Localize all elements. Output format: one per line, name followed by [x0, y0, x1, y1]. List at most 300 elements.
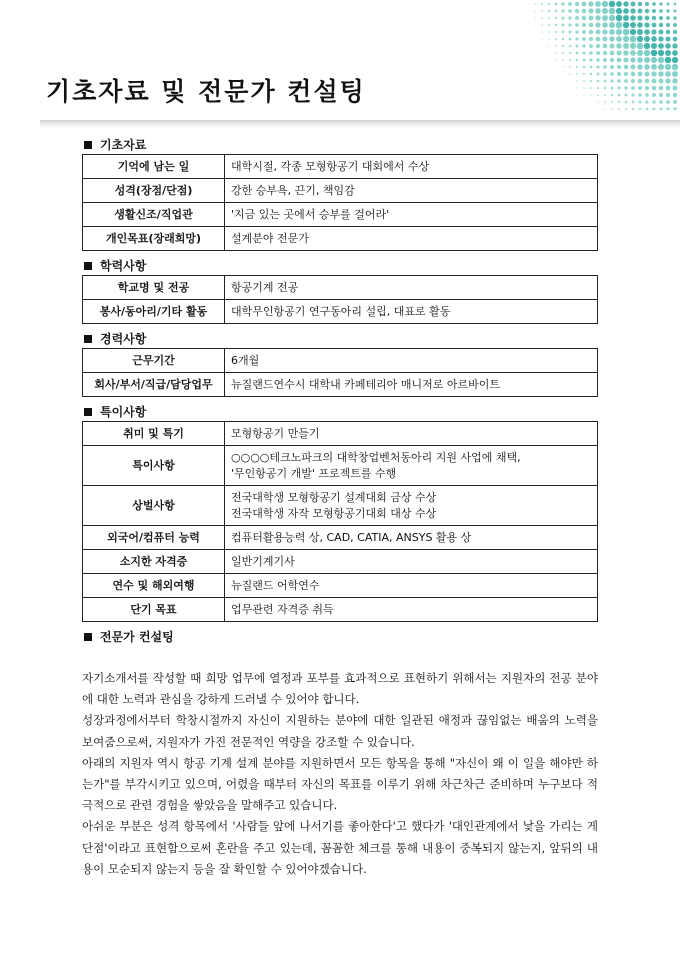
halftone-dot	[658, 43, 664, 49]
career-table	[82, 348, 598, 397]
table-row	[83, 300, 598, 324]
row-label: 봉사/동아리/기타 활동	[83, 300, 225, 324]
halftone-dot	[555, 45, 557, 47]
halftone-dot	[562, 66, 563, 67]
halftone-dot	[673, 86, 678, 91]
halftone-dot	[569, 80, 570, 81]
halftone-dot	[582, 30, 586, 34]
halftone-dot	[562, 24, 565, 27]
halftone-dot	[632, 108, 634, 110]
row-value	[225, 526, 598, 550]
halftone-dot	[582, 44, 585, 47]
halftone-dot	[590, 66, 593, 69]
halftone-dot	[624, 79, 628, 83]
halftone-dot	[666, 93, 670, 97]
halftone-dot	[617, 58, 622, 63]
row-label: 성격(장점/단점)	[83, 179, 225, 203]
halftone-dot	[646, 108, 649, 110]
halftone-dot	[541, 24, 542, 25]
row-value: 대학시절, 각종 모형항공기 대회에서 수상	[225, 155, 598, 179]
halftone-dot	[534, 10, 535, 11]
halftone-dot	[562, 52, 564, 54]
halftone-dot	[652, 2, 656, 6]
halftone-dot	[575, 16, 579, 20]
halftone-dot	[623, 22, 629, 28]
table-row	[83, 227, 598, 251]
halftone-dot	[583, 87, 585, 89]
halftone-dot	[658, 71, 664, 77]
halftone-dot	[645, 2, 649, 6]
halftone-dot	[616, 1, 622, 7]
row-label: 생활신조/직업관	[83, 203, 225, 227]
halftone-dot	[658, 36, 663, 41]
halftone-dot	[659, 86, 664, 91]
halftone-dot	[597, 80, 600, 83]
row-label: 상벌사항	[83, 486, 225, 526]
halftone-dot	[623, 36, 629, 42]
halftone-dot	[665, 57, 671, 63]
halftone-dot	[630, 50, 636, 56]
halftone-dot	[609, 1, 615, 7]
halftone-dot	[624, 65, 629, 70]
halftone-dot	[637, 36, 643, 42]
halftone-dot	[603, 65, 607, 69]
halftone-dot	[630, 43, 636, 49]
title-underline	[40, 120, 680, 128]
halftone-dot	[645, 9, 649, 13]
row-value	[225, 446, 598, 486]
halftone-dot	[611, 87, 614, 90]
section-heading-special	[84, 402, 598, 421]
halftone-dot	[617, 86, 620, 89]
halftone-dot	[652, 9, 656, 13]
row-value: 6개월	[225, 349, 598, 373]
halftone-dot	[589, 44, 593, 48]
halftone-dot	[651, 64, 657, 70]
halftone-dot	[672, 50, 678, 56]
consulting-body	[82, 668, 598, 880]
halftone-dot	[575, 44, 578, 47]
halftone-dot	[672, 57, 678, 63]
halftone-dot	[604, 108, 605, 109]
section-heading-label: 학력사항	[100, 259, 147, 273]
halftone-dot	[548, 52, 549, 53]
row-value	[225, 422, 598, 446]
value-line: 일반기계기사	[231, 554, 295, 568]
table-row	[83, 550, 598, 574]
halftone-dot	[609, 43, 614, 48]
halftone-dot	[673, 107, 676, 110]
halftone-dot	[630, 15, 636, 21]
halftone-dot	[582, 16, 587, 21]
square-bullet-icon	[84, 335, 92, 343]
halftone-dot	[569, 52, 571, 54]
halftone-dot	[541, 17, 543, 19]
row-value	[225, 486, 598, 526]
halftone-dot	[602, 1, 608, 7]
halftone-dot	[595, 1, 601, 7]
halftone-dot	[644, 57, 650, 63]
halftone-dot	[576, 73, 578, 75]
halftone-dot	[602, 29, 607, 34]
halftone-dot	[596, 37, 601, 42]
halftone-dot	[583, 73, 585, 75]
halftone-dot	[596, 44, 600, 48]
halftone-dot	[548, 10, 550, 12]
halftone-dot	[659, 107, 662, 110]
halftone-dot	[652, 23, 657, 28]
halftone-dot	[555, 10, 558, 13]
halftone-dot	[555, 31, 557, 33]
halftone-dot	[575, 9, 579, 13]
halftone-dot	[610, 79, 613, 82]
halftone-dot	[611, 108, 613, 110]
halftone-dot	[644, 36, 650, 42]
halftone-dot	[631, 65, 636, 70]
value-line: 컴퓨터활용능력 상, CAD, CATIA, ANSYS 활용 상	[231, 530, 472, 544]
halftone-dot	[638, 72, 643, 77]
halftone-dot	[569, 73, 570, 74]
halftone-dot	[659, 16, 663, 20]
halftone-dot	[672, 78, 677, 83]
halftone-dot	[617, 65, 621, 69]
halftone-dot	[659, 2, 662, 5]
halftone-dot	[651, 71, 656, 76]
halftone-dot	[673, 16, 677, 20]
halftone-dot	[652, 86, 656, 90]
halftone-dot	[548, 17, 550, 19]
halftone-dot	[589, 16, 594, 21]
halftone-dot	[652, 16, 656, 20]
square-bullet-icon	[84, 633, 92, 641]
halftone-dot	[569, 66, 571, 68]
halftone-dot	[534, 17, 535, 18]
halftone-dot	[651, 43, 657, 49]
halftone-dot	[672, 71, 678, 77]
halftone-dot	[609, 29, 615, 35]
halftone-dot	[555, 38, 557, 40]
halftone-dot	[548, 3, 550, 5]
section-heading-consulting	[84, 627, 598, 646]
halftone-dot	[638, 86, 642, 90]
halftone-dot	[665, 64, 671, 70]
row-label: 근무기간	[83, 349, 225, 373]
section-heading-label: 특이사항	[100, 405, 147, 419]
halftone-dot	[583, 94, 584, 95]
halftone-dot	[604, 101, 606, 103]
halftone-dot	[616, 29, 622, 35]
halftone-dot	[616, 15, 622, 21]
halftone-dot	[644, 43, 650, 49]
halftone-dot	[611, 94, 613, 96]
halftone-dot	[638, 9, 643, 14]
halftone-dot	[575, 30, 579, 34]
table-row	[83, 486, 598, 526]
halftone-dot	[603, 72, 606, 75]
halftone-dot	[589, 51, 593, 55]
halftone-dot	[645, 93, 649, 97]
halftone-dot	[610, 72, 614, 76]
halftone-dot	[610, 65, 614, 69]
halftone-dot	[562, 59, 564, 61]
halftone-dot	[568, 16, 572, 20]
halftone-dot	[659, 30, 664, 35]
halftone-dot	[596, 51, 600, 55]
halftone-dot	[624, 72, 628, 76]
halftone-dot	[616, 22, 622, 28]
halftone-dot	[603, 58, 607, 62]
table-row	[83, 349, 598, 373]
halftone-dot	[617, 72, 621, 76]
halftone-dot	[596, 58, 600, 62]
halftone-dot	[652, 100, 655, 103]
halftone-dot	[659, 93, 663, 97]
halftone-dot	[631, 86, 635, 90]
halftone-dot	[658, 57, 665, 64]
halftone-dot	[630, 36, 637, 43]
halftone-dot	[623, 29, 630, 36]
halftone-dot	[637, 64, 642, 69]
halftone-dot	[583, 66, 586, 69]
halftone-dot	[588, 1, 593, 6]
halftone-dot	[582, 23, 586, 27]
halftone-dot	[665, 43, 671, 49]
halftone-dot	[645, 79, 650, 84]
halftone-dot	[596, 30, 601, 35]
halftone-dot	[604, 94, 606, 96]
halftone-dot	[575, 2, 579, 6]
row-label: 기억에 남는 일	[83, 155, 225, 179]
halftone-dot	[569, 38, 572, 41]
halftone-dot	[666, 86, 671, 91]
halftone-dot	[528, 11, 529, 12]
table-row	[83, 203, 598, 227]
halftone-dot	[555, 24, 557, 26]
halftone-dot	[548, 38, 550, 40]
halftone-dot	[630, 57, 635, 62]
square-bullet-icon	[84, 141, 92, 149]
halftone-dot	[568, 30, 571, 33]
table-row	[83, 155, 598, 179]
row-value: 뉴질랜드연수시 대학내 카페테리아 매니저로 아르바이트	[225, 373, 598, 397]
halftone-dot	[617, 79, 621, 83]
halftone-dot	[632, 101, 635, 104]
halftone-dot	[644, 22, 649, 27]
halftone-dot	[659, 9, 663, 13]
square-bullet-icon	[84, 408, 92, 416]
halftone-dot	[582, 9, 587, 14]
row-label: 소지한 자격증	[83, 550, 225, 574]
value-line: ○○○○테크노파크의 대학창업벤처동아리 지원 사업에 채택,	[231, 450, 521, 464]
row-label: 회사/부서/직급/담당업무	[83, 373, 225, 397]
education-table	[82, 275, 598, 324]
row-value	[225, 574, 598, 598]
halftone-dot	[582, 51, 585, 54]
halftone-dot	[541, 38, 542, 39]
basic-info-table	[82, 154, 598, 251]
halftone-dot	[609, 8, 616, 15]
halftone-dot	[625, 108, 627, 110]
value-line: 모형항공기 만들기	[231, 426, 320, 440]
halftone-dot	[637, 57, 643, 63]
halftone-dot	[623, 50, 628, 55]
halftone-dot	[548, 24, 550, 26]
halftone-dot	[631, 79, 635, 83]
halftone-dot	[561, 2, 564, 5]
halftone-dot	[534, 3, 535, 4]
halftone-dot	[666, 23, 670, 27]
halftone-dot	[637, 50, 643, 56]
halftone-dot	[609, 15, 615, 21]
halftone-dot	[665, 50, 671, 56]
section-heading-label: 경력사항	[100, 332, 147, 346]
value-line: 전국대학생 자작 모형항공기대회 대상 수상	[231, 506, 437, 520]
row-label: 특이사항	[83, 446, 225, 486]
halftone-dot	[666, 107, 669, 110]
row-label: 취미 및 특기	[83, 422, 225, 446]
value-line: 뉴질랜드 어학연수	[231, 578, 320, 592]
halftone-dot	[576, 52, 579, 55]
halftone-dot	[562, 73, 563, 74]
halftone-dot	[568, 9, 572, 13]
halftone-dot	[575, 23, 579, 27]
halftone-dot	[630, 22, 636, 28]
halftone-dot	[651, 57, 657, 63]
halftone-dot	[630, 29, 636, 35]
halftone-dot	[535, 25, 536, 26]
halftone-dot	[625, 94, 628, 97]
halftone-dot	[589, 58, 592, 61]
table-row	[83, 446, 598, 486]
value-line: 전국대학생 모형항공기 설계대회 금상 수상	[231, 490, 437, 504]
section-heading-education	[84, 256, 598, 275]
halftone-dot	[623, 57, 628, 62]
halftone-dot	[644, 50, 650, 56]
halftone-dot	[618, 108, 620, 110]
halftone-dot	[618, 101, 620, 103]
row-value: 강한 승부욕, 끈기, 책임감	[225, 179, 598, 203]
document-body	[82, 135, 598, 646]
halftone-dot	[548, 45, 549, 46]
halftone-dot	[638, 2, 643, 7]
halftone-dot	[631, 93, 634, 96]
row-value: 대학무인항공기 연구동아리 설립, 대표로 활동	[225, 300, 598, 324]
halftone-dot	[590, 73, 593, 76]
halftone-dot	[576, 66, 578, 68]
halftone-dot	[589, 23, 594, 28]
halftone-dot	[610, 58, 614, 62]
halftone-dot	[672, 43, 677, 48]
halftone-dot	[623, 1, 628, 6]
special-table	[82, 421, 598, 622]
halftone-dot	[590, 101, 591, 102]
square-bullet-icon	[84, 262, 92, 270]
table-row	[83, 526, 598, 550]
halftone-dot	[637, 22, 643, 28]
halftone-dot	[562, 45, 564, 47]
halftone-dot	[555, 17, 558, 20]
halftone-dot	[651, 36, 657, 42]
consulting-paragraph: 성장과정에서부터 학창시절까지 자신이 지원하는 분야에 대한 일관된 애정과 끊임없는 배움의 노력을 보여줌으로써, 지원자가 가진 전문적인 역량을 강조할 수 있습니다.	[82, 713, 598, 749]
halftone-dot	[611, 101, 613, 103]
halftone-dot	[644, 71, 649, 76]
halftone-dot	[630, 1, 635, 6]
halftone-dot	[666, 30, 671, 35]
value-line: '무인항공기 개발' 프로젝트를 수행	[231, 466, 397, 480]
halftone-dot	[644, 64, 650, 70]
halftone-dot	[597, 94, 599, 96]
halftone-dot	[658, 50, 664, 56]
table-row	[83, 373, 598, 397]
row-value: 설계분야 전문가	[225, 227, 598, 251]
halftone-dot	[609, 36, 614, 41]
halftone-dot	[672, 64, 678, 70]
table-row	[83, 574, 598, 598]
halftone-dot	[616, 43, 621, 48]
consulting-paragraph: 아쉬운 부분은 성격 항목에서 '사람들 앞에 나서기를 좋아한다'고 했다가 '대인관계에서 낯을 가리는 게 단점'이라고 표현함으로써 혼란을 주고 있는데, 꼼꼼한 체크를 통해 내용이 중복되지 않는지, 앞뒤의 내용이 모순되지 않는지 등을 잘 확인할 수 있어야겠습니다.	[82, 819, 598, 876]
halftone-dot	[562, 31, 565, 34]
halftone-dot	[561, 16, 564, 19]
halftone-dot	[598, 109, 599, 110]
row-value	[225, 598, 598, 622]
halftone-dot	[616, 36, 622, 42]
halftone-dot	[568, 23, 571, 26]
halftone-dot	[542, 46, 543, 47]
halftone-dot	[541, 10, 543, 12]
halftone-dot	[616, 8, 622, 14]
halftone-dot	[637, 29, 643, 35]
consulting-paragraph: 자기소개서를 작성할 때 희망 업무에 열정과 포부를 효과적으로 표현하기 위해서는 지원자의 전공 분야에 대한 노력과 관심을 강하게 드러낼 수 있어야 합니다.	[82, 671, 598, 707]
halftone-dot	[631, 72, 636, 77]
halftone-dot	[651, 50, 658, 57]
section-heading-label: 전문가 컨설팅	[100, 630, 174, 644]
halftone-dot	[575, 37, 578, 40]
halftone-dot	[602, 22, 608, 28]
halftone-dot	[638, 100, 641, 103]
halftone-dot	[576, 59, 578, 61]
halftone-dot	[665, 71, 671, 77]
halftone-dot	[555, 52, 556, 53]
halftone-dot	[582, 2, 587, 7]
halftone-dot	[603, 51, 607, 55]
halftone-dot	[603, 44, 608, 49]
halftone-dot	[665, 36, 670, 41]
halftone-dot	[569, 59, 571, 61]
halftone-dot	[651, 29, 656, 34]
halftone-dot	[652, 79, 657, 84]
halftone-dot	[659, 100, 663, 104]
halftone-dot	[562, 38, 564, 40]
halftone-dot	[576, 87, 577, 88]
halftone-dot	[568, 2, 572, 6]
table-row	[83, 422, 598, 446]
halftone-dot	[673, 100, 677, 104]
halftone-dot	[583, 80, 585, 82]
row-label: 단기 목표	[83, 598, 225, 622]
value-line: 업무관련 자격증 취득	[231, 602, 334, 616]
row-label: 개인목표(장래희망)	[83, 227, 225, 251]
halftone-dot	[583, 59, 586, 62]
halftone-dot	[667, 3, 670, 6]
halftone-dot	[674, 3, 677, 6]
halftone-dot	[625, 101, 628, 104]
section-heading-label: 기초자료	[100, 138, 147, 152]
halftone-dot	[658, 64, 664, 70]
consulting-paragraph: 아래의 지원자 역시 항공 기계 설계 분야를 지원하면서 모든 항목을 통해 "자신이 왜 이 일을 해야만 하는가"를 부각시키고 있으며, 어렸을 때부터 자신의 목표를 이루기 위해 차근차근 준비하며 누구보다 적극적으로 관련 경험을 쌓았음을 말해주고 있습니다.	[82, 755, 598, 813]
halftone-dot	[666, 9, 669, 12]
halftone-dot	[589, 37, 593, 41]
halftone-dot	[673, 30, 677, 34]
